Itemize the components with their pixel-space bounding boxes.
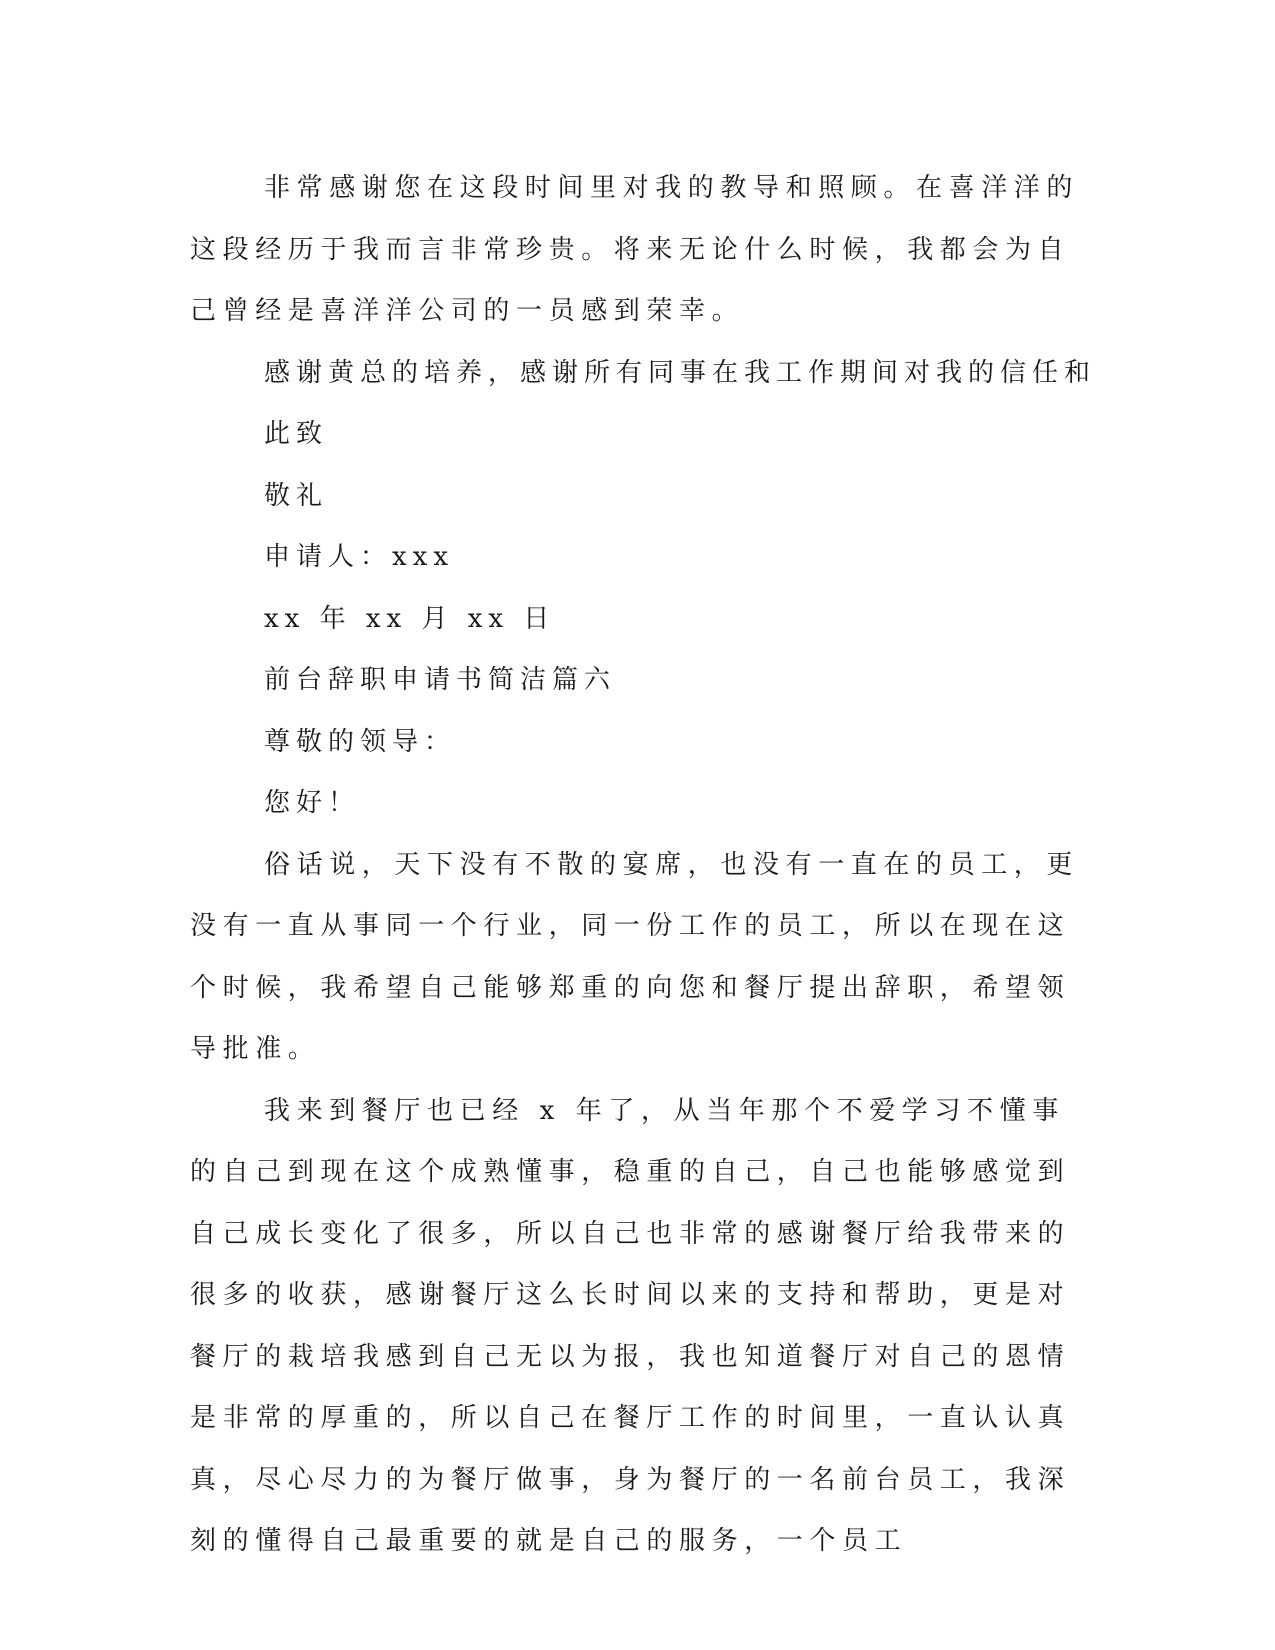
paragraph-thanks-colleagues: 感谢黄总的培养，感谢所有同事在我工作期间对我的信任和	[264, 357, 1097, 388]
section-title: 前台辞职申请书简洁篇六	[264, 665, 617, 695]
letter-date: xx 年 xx 月 xx 日	[264, 603, 556, 634]
paragraph-resignation-reason: 俗话说，天下没有不散的宴席，也没有一直在的员工，更没有一直从事同一个行业，同一份工作的员工，所以在现在这个时候，我希望自己能够郑重的向您和餐厅提出辞职，希望领导批准。	[190, 849, 1080, 1064]
closing-line-1: 此致	[264, 419, 329, 449]
applicant-signature: 申请人：xxx	[264, 542, 454, 572]
paragraph-gratitude: 非常感谢您在这段时间里对我的教导和照顾。在喜洋洋的这段经历于我而言非常珍贵。将来无论什么时候，我都会为自己曾经是喜洋洋公司的一员感到荣幸。	[190, 173, 1080, 326]
closing-line-2: 敬礼	[264, 480, 329, 511]
paragraph-experience: 我来到餐厅也已经 x 年了，从当年那个不爱学习不懂事的自己到现在这个成熟懂事，稳重的自己，自己也能够感觉到自己成长变化了很多，所以自己也非常的感谢餐厅给我带来的很多的收获，感谢餐厅这么长时间以来的支持和帮助，更是对餐厅的栽培我感到自己无以为报，我也知道餐厅对自己的恩情是非常的厚重的，所以自己在餐厅工作的时间里，一直认认真真，尽心尽力的为餐厅做事，身为餐厅的一名前台员工，我深刻的懂得自己最重要的就是自己的服务，一个员工	[190, 1095, 1071, 1556]
greeting: 您好！	[264, 788, 361, 818]
document-body	[190, 158, 1097, 1573]
salutation: 尊敬的领导：	[264, 726, 457, 757]
